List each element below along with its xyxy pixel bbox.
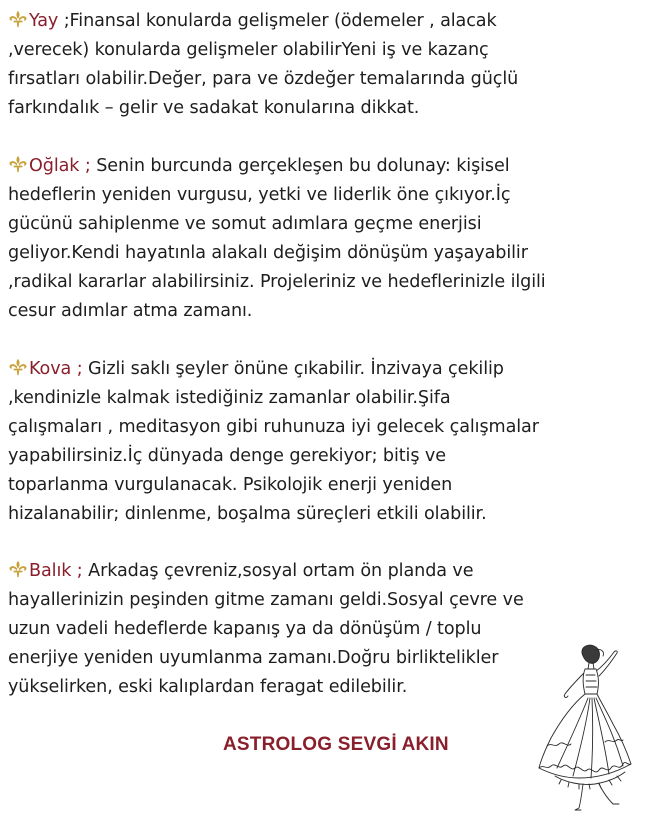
text-line: cesur adımlar atma zamanı. xyxy=(8,301,253,321)
text-line: enerjiye yeniden uyumlanma zamanı.Doğru birliktelikler xyxy=(8,648,499,668)
section-oglak xyxy=(8,152,642,326)
text-line: toparlanma vurgulanacak. Psikolojik enerji yeniden xyxy=(8,475,453,495)
text-line: yapabilirsiniz.İç dünyada denge gerekiyor; bitiş ve xyxy=(8,446,446,466)
author-signature: ASTROLOG SEVGİ AKIN xyxy=(223,734,449,755)
text-line: geliyor.Kendi hayatınla alakalı değişim dönüşüm yaşayabilir xyxy=(8,243,528,263)
text-line: Yay ;Finansal konularda gelişmeler (ödemeler , alacak xyxy=(8,7,642,36)
fleur-de-lis-icon xyxy=(8,10,28,28)
text-line: Balık ; Arkadaş çevreniz,sosyal ortam ön planda ve xyxy=(8,557,642,586)
text-line: Oğlak ; Senin burcunda gerçekleşen bu dolunay: kişisel xyxy=(8,152,642,181)
text-line: ,kendinizle kalmak istediğiniz zamanlar olabilir.Şifa xyxy=(8,388,451,408)
fleur-de-lis-icon xyxy=(8,155,28,173)
text-line: Kova ; Gizli saklı şeyler önüne çıkabilir. İnzivaya çekilip xyxy=(8,355,642,384)
section-yay xyxy=(8,7,642,123)
text-line: uzun vadeli hedeflerde kapanış ya da dönüşüm / toplu xyxy=(8,619,482,639)
sign-label-oglak: Oğlak ; xyxy=(29,156,91,176)
text-line: çalışmaları , meditasyon gibi ruhunuza iyi gelecek çalışmalar xyxy=(8,417,539,437)
text-line: gücünü sahiplenme ve somut adımlara geçme enerjisi xyxy=(8,214,482,234)
sign-label-yay: Yay xyxy=(29,11,59,31)
sign-label-kova: Kova ; xyxy=(29,359,83,379)
text-line: ,radikal kararlar alabilirsiniz. Projeleriniz ve hedeflerinizle ilgili xyxy=(8,272,546,292)
section-kova xyxy=(8,355,642,529)
text-line: hayallerinizin peşinden gitme zamanı geldi.Sosyal çevre ve xyxy=(8,590,524,610)
text-line: hizalanabilir; dinlenme, boşalma süreçleri etkili olabilir. xyxy=(8,504,487,524)
text-line: farkındalık – gelir ve sadakat konularına dikkat. xyxy=(8,98,420,118)
fleur-de-lis-icon xyxy=(8,560,28,578)
text-line: ,verecek) konularda gelişmeler olabilirYeni iş ve kazanç xyxy=(8,40,489,60)
dancer-illustration xyxy=(535,642,645,814)
sign-label-balik: Balık ; xyxy=(29,561,83,581)
fleur-de-lis-icon xyxy=(8,358,28,376)
text-line: yükselirken, eski kalıplardan feragat edilebilir. xyxy=(8,677,408,697)
text-line: fırsatları olabilir.Değer, para ve özdeğer temalarında güçlü xyxy=(8,69,519,89)
text-line: hedeflerin yeniden vurgusu, yetki ve liderlik öne çıkıyor.İç xyxy=(8,185,511,205)
